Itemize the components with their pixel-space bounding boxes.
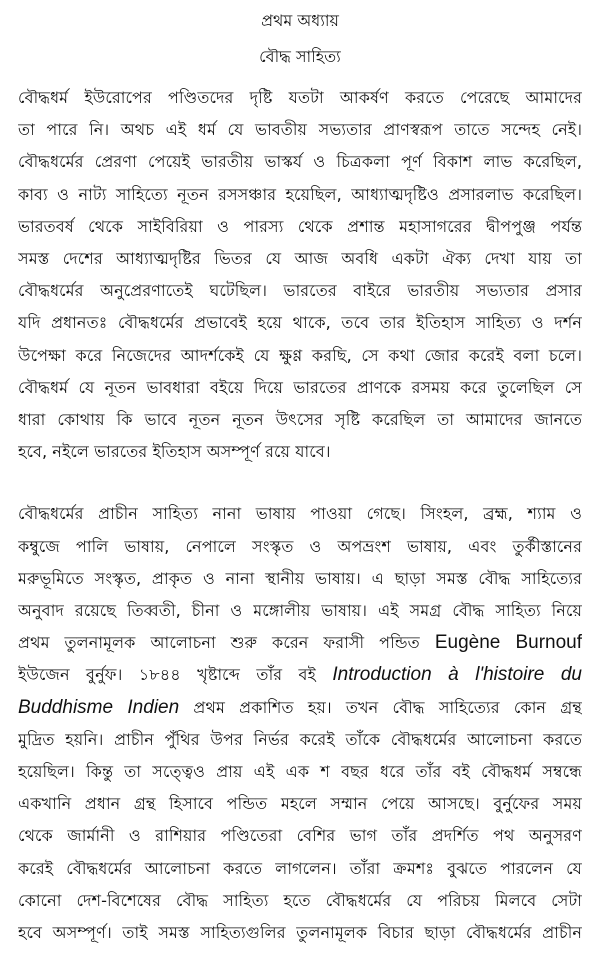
chapter-heading: প্রথম অধ্যায় <box>261 11 339 30</box>
text-line-with-book <box>18 692 582 724</box>
text-line: সমস্ত দেশের আধ্যাত্মদৃষ্টির ভিতর যে আজ অবধি একটা ঐক্য দেখা যায় তা <box>18 249 582 269</box>
text-line: বৌদ্ধধর্মের প্রাচীন সাহিত্য নানা ভাষায় পাওয়া গেছে। সিংহল, ব্রহ্ম, শ্যাম ও <box>18 504 582 524</box>
book-title-part-2: Buddhisme Indien <box>18 696 180 718</box>
text-line: ভারতবর্ষ থেকে সাইবিরিয়া ও পারস্য থেকে প্রশান্ত মহাসাগরের দ্বীপপুঞ্জ পর্যন্ত <box>18 216 582 236</box>
text-line: ধারা কোথায় কি ভাবে নূতন নূতন উৎসের সৃষ্টি করেছিল তা আমাদের জানতে <box>18 410 582 430</box>
text-line: উপেক্ষা করে নিজেদের আদর্শকেই যে ক্ষুণ্ণ করছি, সে কথা জোর করেই বলা চলে। <box>18 345 582 365</box>
text-line: কাব্য ও নাট্য সাহিত্যে নূতন রসসঞ্চার হয়েছিল, আধ্যাত্মদৃষ্টিও প্রসারলাভ করেছিল। <box>18 184 582 204</box>
text-line: কোনো দেশ-বিশেষের বৌদ্ধ সাহিত্য হতে বৌদ্ধধর্মের যে পরিচয় মিলবে সেটা <box>18 890 582 910</box>
text-line: বৌদ্ধধর্ম যে নূতন ভাবধারা বইয়ে দিয়ে ভারতের প্রাণকে রসময় করে তুলেছিল সে <box>18 377 582 397</box>
text-line: কম্বুজে পালি ভাষায়, নেপালে সংস্কৃত ও অপভ্রংশ ভাষায়, এবং তুর্কীস্তানের <box>18 536 582 556</box>
text-line: থেকে জার্মানী ও রাশিয়ার পণ্ডিতেরা বেশির ভাগ তাঁর প্রদর্শিত পথ অনুসরণ <box>18 826 582 846</box>
text-line-with-book <box>18 659 582 691</box>
paragraph-gap <box>18 468 582 498</box>
text-line: একখানি প্রধান গ্রন্থ হিসাবে পন্ডিত মহলে সম্মান পেয়ে আসছে। বুর্নুফের সময় <box>18 794 582 814</box>
text-line: হবে অসম্পূর্ণ। তাই সমস্ত সাহিত্যগুলির তুলনামূলক বিচার ছাড়া বৌদ্ধধর্মের প্রাচীন <box>18 923 582 943</box>
author-name: Eugène Burnouf <box>434 632 582 654</box>
text-line: মুদ্রিত হয়নি। প্রাচীন পুঁথির উপর নির্ভর করেই তাঁকে বৌদ্ধধর্মের আলোচনা করতে <box>18 729 582 749</box>
text-line-with-name <box>18 627 582 659</box>
text-line: বৌদ্ধধর্মের প্রেরণা পেয়েই ভারতীয় ভাস্কর্য ও চিত্রকলা পূর্ণ বিকাশ লাভ করেছিল, <box>18 152 582 172</box>
text-line: হয়েছিল। কিন্তু তা সত্ত্বেও প্রায় এই এক শ বছর ধরে তাঁর বই বৌদ্ধধর্ম সম্বন্ধে <box>18 762 582 782</box>
text-segment: প্রথম তুলনামূলক আলোচনা শুরু করেন ফরাসী পন্ডিত <box>18 633 435 653</box>
book-title-part-1: Introduction à l'histoire du <box>332 664 582 686</box>
text-segment: প্রথম প্রকাশিত হয়। তখন বৌদ্ধ সাহিত্যের কোন গ্রন্থ <box>179 697 582 717</box>
text-line: বৌদ্ধধর্মের অনুপ্রেরণাতেই ঘটেছিল। ভারতের বাইরে ভারতীয় সভ্যতার প্রসার <box>18 281 582 301</box>
text-line: হবে, নইলে ভারতের ইতিহাস অসম্পূর্ণ রয়ে যাবে। <box>18 442 331 462</box>
text-line: বৌদ্ধধর্ম ইউরোপের পণ্ডিতদের দৃষ্টি যতটা আকর্ষণ করতে পেরেছে আমাদের <box>18 88 582 107</box>
text-line: যদি প্রধানতঃ বৌদ্ধধর্মের প্রভাবেই হয়ে থাকে, তবে তার ইতিহাস সাহিত্য ও দর্শন <box>18 313 582 333</box>
section-title: বৌদ্ধ সাহিত্য <box>259 47 341 66</box>
text-segment: ইউজেন বুর্নুফ। ১৮৪৪ খৃষ্টাব্দে তাঁর বই <box>18 665 333 685</box>
paragraph-2 <box>18 498 582 949</box>
text-line: করেই বৌদ্ধধর্মের আলোচনা করতে লাগলেন। তাঁরা ক্রমশঃ বুঝতে পারলেন যে <box>18 858 582 878</box>
text-line: অনুবাদ রয়েছে তিব্বতী, চীনা ও মঙ্গোলীয় ভাষায়। এই সমগ্র বৌদ্ধ সাহিত্য নিয়ে <box>18 601 582 621</box>
paragraph-1 <box>18 82 582 468</box>
text-line: তা পারে নি। অথচ এই ধর্ম যে ভাবতীয় সভ্যতার প্রাণস্বরূপ তাতে সন্দেহ নেই। <box>18 120 582 140</box>
text-line: মরুভূমিতে সংস্কৃত, প্রাকৃত ও নানা স্থানীয় ভাষায়। এ ছাড়া সমস্ত বৌদ্ধ সাহিত্যের <box>18 568 582 588</box>
